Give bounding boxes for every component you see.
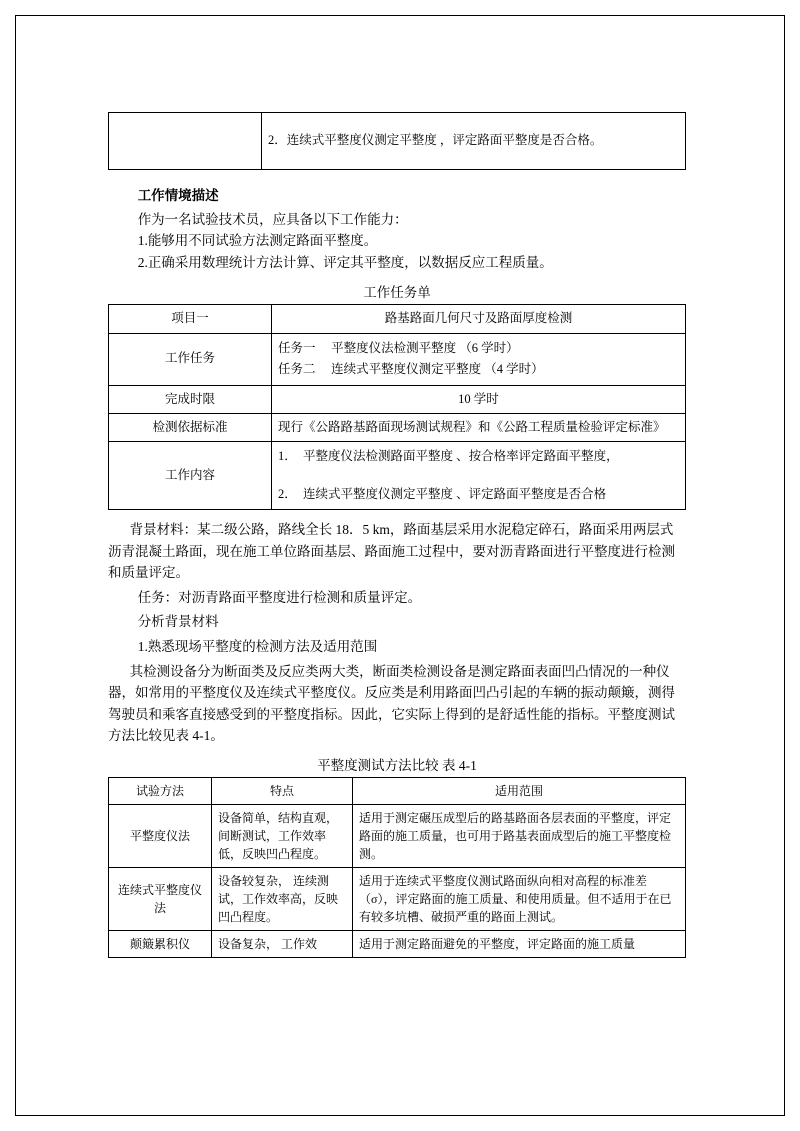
task-row-label-0: 项目一 xyxy=(109,305,272,333)
compare-table-caption: 平整度测试方法比较 表 4-1 xyxy=(317,757,477,773)
compare-header-2: 适用范围 xyxy=(353,777,686,804)
compare-scope-1: 适用于连续式平整度仪测试路面纵向相对高程的标准差（σ），评定路面的施工质量、和使用质量。但不适用于在已有较多坑槽、破损严重的路面上测试。 xyxy=(353,867,686,930)
table-row xyxy=(109,442,686,510)
table-row xyxy=(109,804,686,867)
task-sheet-table xyxy=(108,304,686,510)
task-row-value-3: 现行《公路路基路面现场测试规程》和《公路工程质量检验评定标准》 xyxy=(272,413,686,441)
work-content-line-1: 1． 平整度仪法检测路面平整度 、按合格率评定路面平整度， xyxy=(278,449,619,464)
task-sheet-caption: 工作任务单 xyxy=(363,285,431,301)
task-row-value-0: 路基路面几何尺寸及路面厚度检测 xyxy=(272,305,686,333)
continuation-table xyxy=(108,112,686,170)
spacer xyxy=(108,170,686,176)
task-row-label-1: 工作任务 xyxy=(109,333,272,385)
compare-feature-2: 设备复杂， 工作效 xyxy=(212,930,353,957)
table-row xyxy=(109,333,686,385)
continuation-right-cell: 2．连续式平整度仪测定平整度 ，评定路面平整度是否合格。 xyxy=(262,113,686,170)
task-row-value-4 xyxy=(272,442,686,510)
compare-method-2: 颠簸累积仪 xyxy=(109,930,212,957)
analysis-body: 其检测设备分为断面类及反应类两大类，断面类检测设备是测定路面表面凹凸情况的一种仪器，如常用的平整度仪及连续式平整度仪。反应类是利用路面凹凸引起的车辆的振动颠簸，测得驾驶员和乘客直接感受到的平整度指标。因此，它实际上得到的是舒适性能的指标。平整度测试方法比较见表 4-1。 xyxy=(108,663,675,744)
table-row xyxy=(109,385,686,413)
compare-header-1: 特点 xyxy=(212,777,353,804)
compare-scope-2: 适用于测定路面避免的平整度，评定路面的施工质量 xyxy=(353,930,686,957)
compare-feature-1: 设备较复杂， 连续测试，工作效率高，反映凹凸程度。 xyxy=(212,867,353,930)
compare-scope-0: 适用于测定碾压成型后的路基路面各层表面的平整度，评定路面的施工质量，也可用于路基表面成型后的施工平整度检测。 xyxy=(353,804,686,867)
compare-method-1: 连续式平整度仪法 xyxy=(109,867,212,930)
spacer xyxy=(108,510,686,516)
work-content-spacer xyxy=(278,468,679,484)
compare-header-0: 试验方法 xyxy=(109,777,212,804)
table-row xyxy=(109,305,686,333)
task-line-1: 任务一 平整度仪法检测平整度 （6 学时） xyxy=(278,340,519,355)
table-row xyxy=(109,930,686,957)
situation-line-3: 2.正确采用数理统计方法计算、评定其平整度，以数据反应工程质量。 xyxy=(137,254,553,270)
compare-method-0: 平整度仪法 xyxy=(109,804,212,867)
table-header-row xyxy=(109,777,686,804)
background-paragraph-1: 背景材料：某二级公路，路线全长 18．5 km，路面基层采用水泥稳定碎石，路面采用两层式沥青混凝土路面，现在施工单位路面基层、路面施工过程中，要对沥青路面进行平整度进行检测和质量评定。 xyxy=(108,522,675,581)
analysis-sub-heading: 1.熟悉现场平整度的检测方法及适用范围 xyxy=(137,638,378,654)
work-content-line-2: 2． 连续式平整度仪测定平整度 、评定路面平整度是否合格 xyxy=(278,486,607,501)
task-row-value-1 xyxy=(272,333,686,385)
compare-table-wrapper xyxy=(108,777,686,951)
task-row-label-4: 工作内容 xyxy=(109,442,272,510)
situation-heading: 工作情境描述 xyxy=(137,188,219,203)
table-row xyxy=(109,413,686,441)
task-line-2: 任务二 连续式平整度仪测定平整度 （4 学时） xyxy=(278,362,544,377)
task-row-label-2: 完成时限 xyxy=(109,385,272,413)
page-content xyxy=(108,112,686,951)
analysis-heading: 分析背景材料 xyxy=(137,614,219,630)
continuation-left-cell xyxy=(109,113,262,170)
compare-table xyxy=(108,777,686,958)
compare-feature-0: 设备简单，结构直观，间断测试，工作效率低，反映凹凸程度。 xyxy=(212,804,353,867)
background-task-line: 任务：对沥青路面平整度进行检测和质量评定。 xyxy=(137,589,422,605)
task-row-label-3: 检测依据标准 xyxy=(109,413,272,441)
task-row-value-2: 10 学时 xyxy=(272,385,686,413)
situation-line-1: 作为一名试验技术员，应具备以下工作能力： xyxy=(137,211,408,227)
table-row xyxy=(109,867,686,930)
situation-line-2: 1.能够用不同试验方法测定路面平整度。 xyxy=(137,233,378,249)
table-row xyxy=(109,113,686,170)
